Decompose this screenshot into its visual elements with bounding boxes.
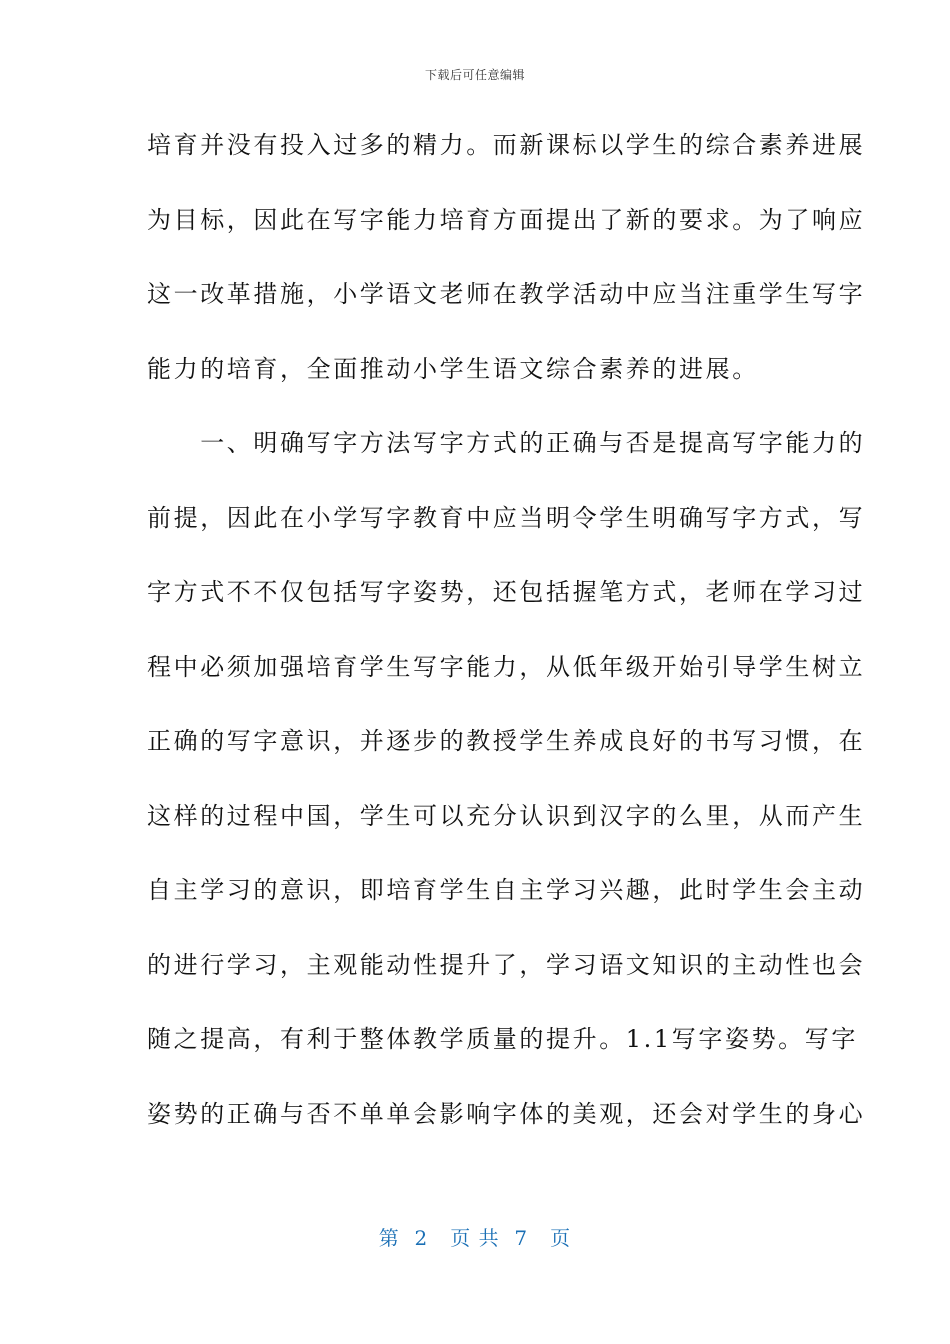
text-line: 为目标，因此在写字能力培育方面提出了新的要求。为了响应 — [147, 205, 866, 234]
text-line: 前提，因此在小学写字教育中应当明令学生明确写字方式，写 — [147, 503, 866, 532]
document-body — [147, 120, 866, 1163]
text-line: 的进行学习，主观能动性提升了，学习语文知识的主动性也会 — [147, 950, 866, 979]
text-line: 这样的过程中国，学生可以充分认识到汉字的么里，从而产生 — [147, 801, 866, 830]
page-header: 下载后可任意编辑 — [424, 68, 525, 82]
text-line: 随之提高，有利于整体教学质量的提升。1.1写字姿势。写字 — [147, 1025, 858, 1053]
text-line: 自主学习的意识，即培育学生自主学习兴趣，此时学生会主动 — [147, 876, 866, 904]
text-line: 培育并没有投入过多的精力。而新课标以学生的综合素养进展 — [147, 131, 866, 159]
text-line: 正确的写字意识，并逐步的教授学生养成良好的书写习惯，在 — [147, 727, 866, 755]
text-line: 姿势的正确与否不单单会影响字体的美观，还会对学生的身心 — [147, 1099, 866, 1128]
text-line: 程中必须加强培育学生写字能力，从低年级开始引导学生树立 — [147, 652, 866, 681]
text-line: 字方式不不仅包括写字姿势，还包括握笔方式，老师在学习过 — [147, 578, 866, 606]
text-line: 一、明确写字方法写字方式的正确与否是提高写字能力的 — [147, 429, 866, 457]
text-line: 能力的培育，全面推动小学生语文综合素养的进展。 — [147, 354, 759, 383]
page-footer-page-number: 第 2 页 共 7 页 — [378, 1226, 572, 1250]
text-line: 这一改革措施，小学语文老师在教学活动中应当注重学生写字 — [147, 280, 866, 308]
